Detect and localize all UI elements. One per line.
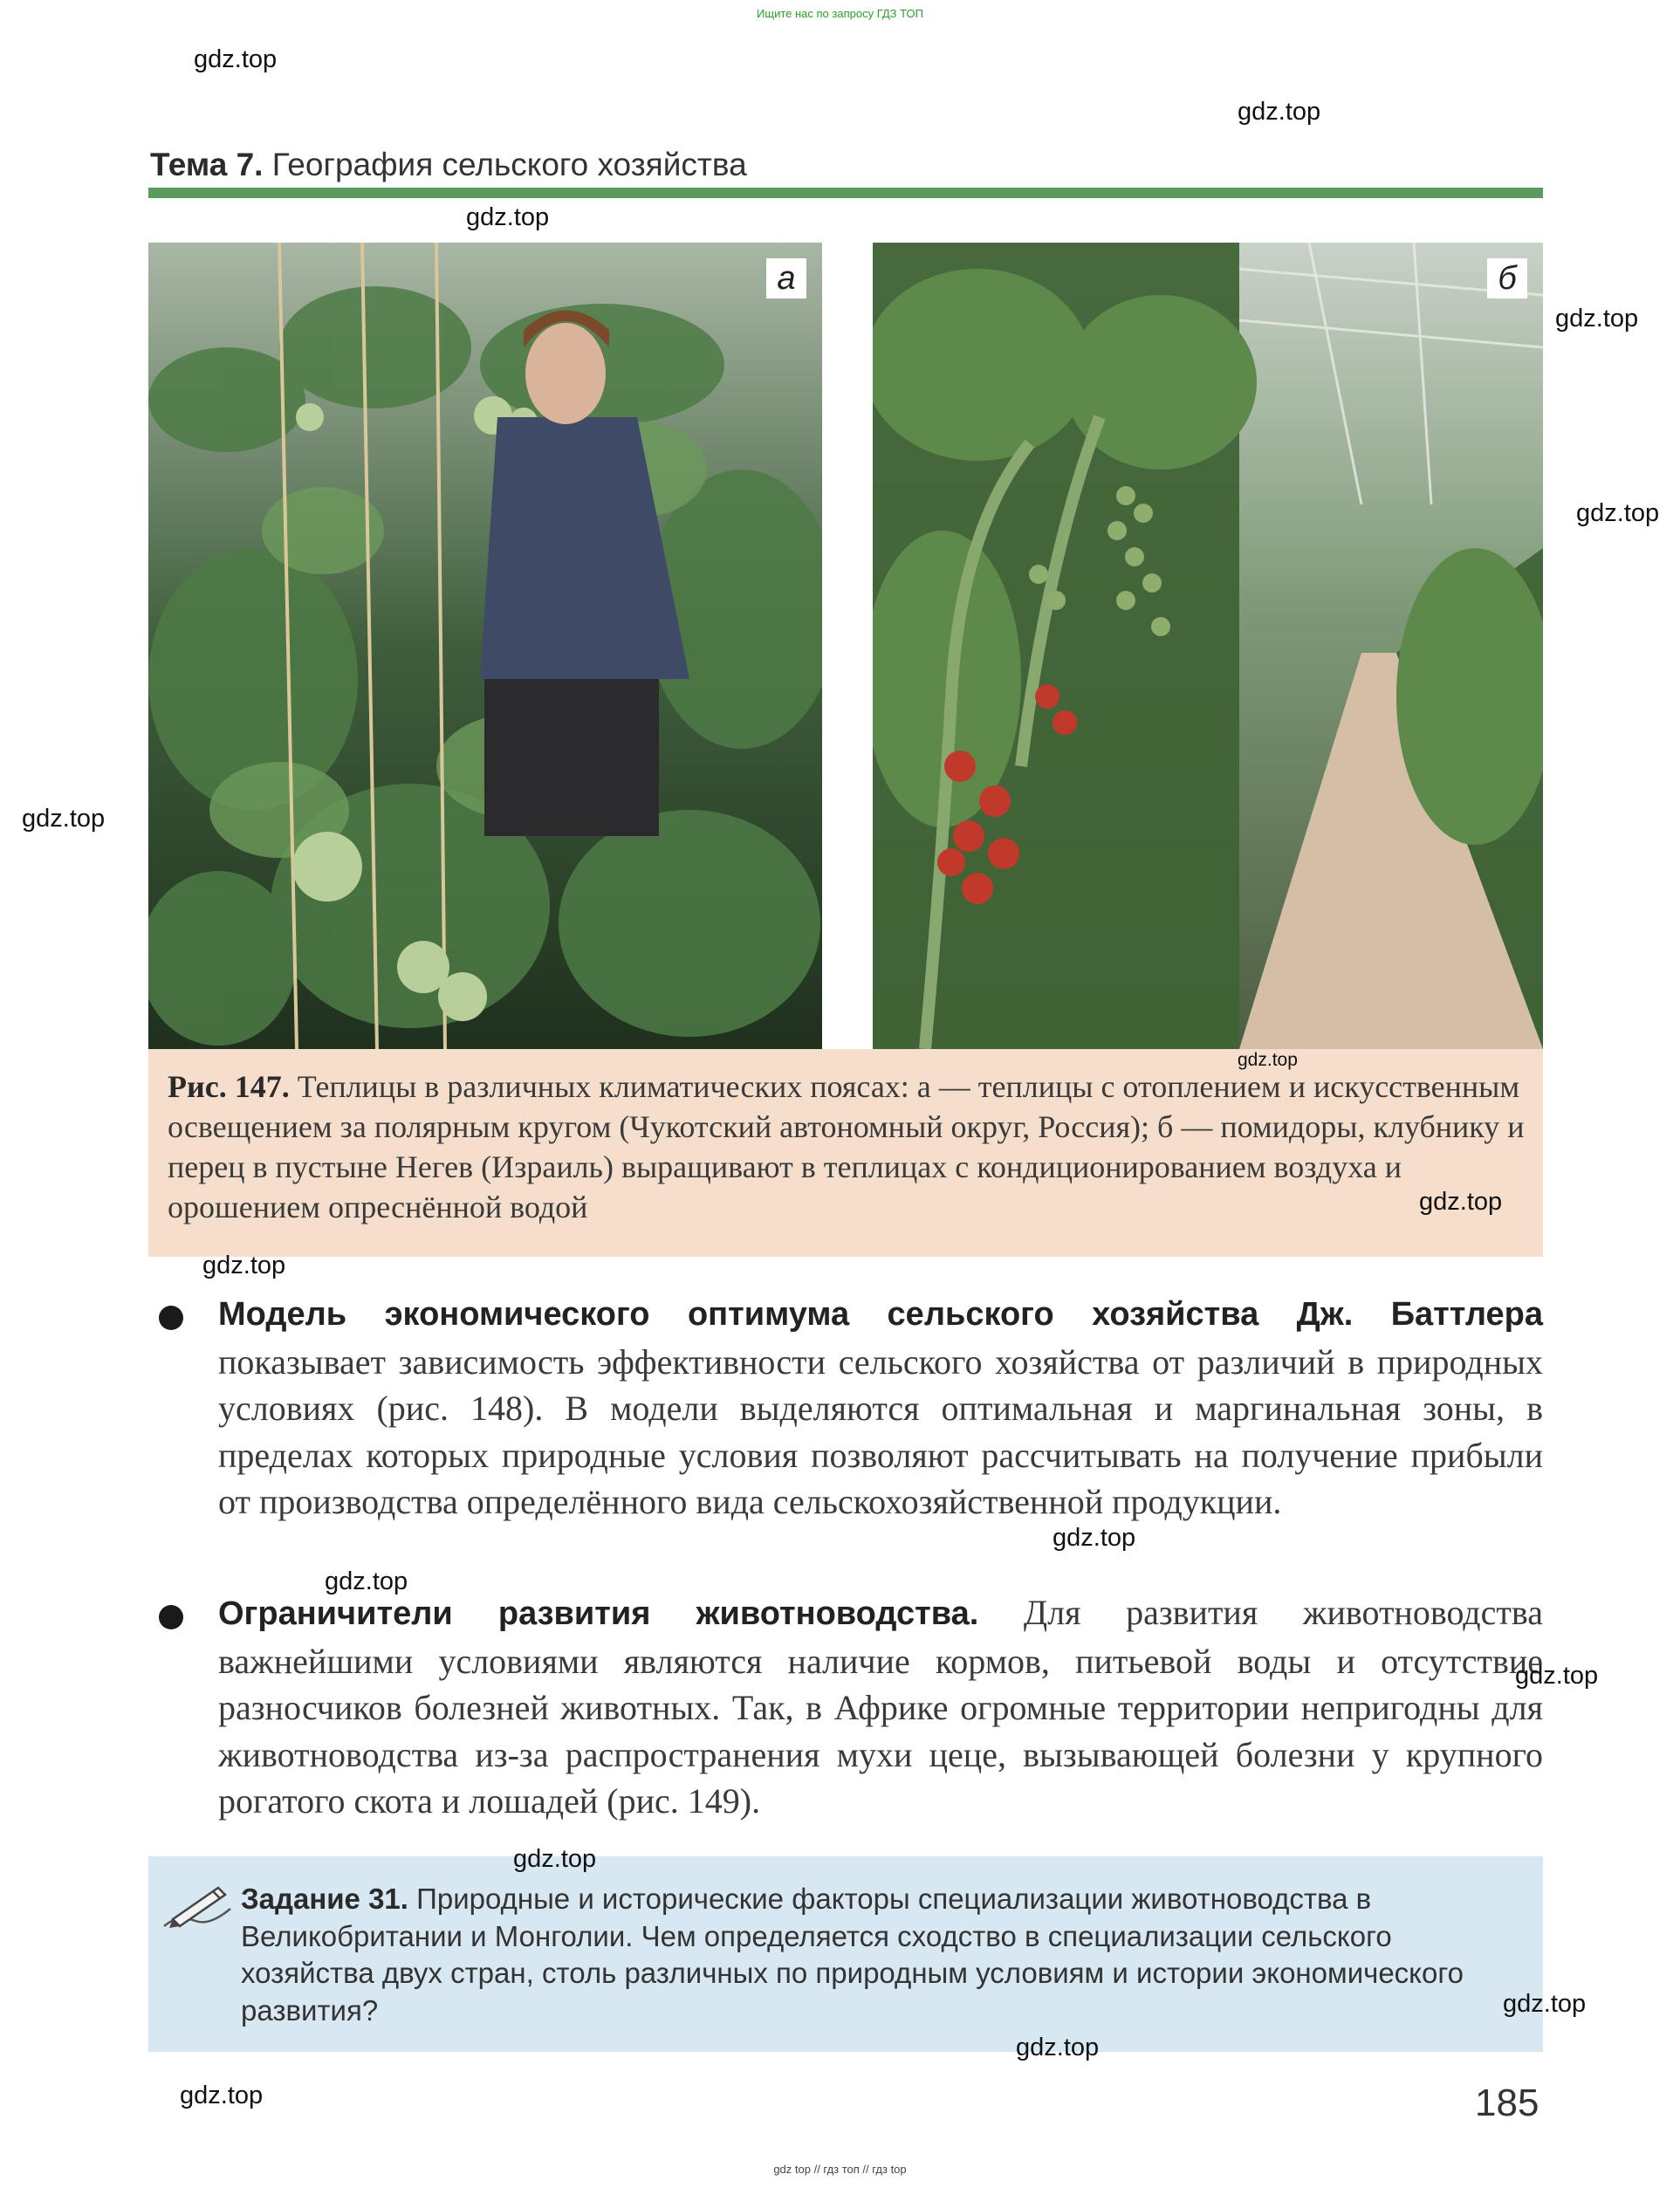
bullet-paragraph-livestock-limits — [218, 1589, 1543, 1825]
top-search-note: Ищите нас по запросу ГДЗ ТОП — [757, 7, 923, 20]
task-text: Природные и исторические факторы специализации животноводства в Великобритании и Монголии. Чем определяется сходство в специализации сельского хозяйства двух стран, столь различных по природным условиям и истории экономического развития? — [241, 1883, 1464, 2027]
bullet-text: Для развития животноводства важнейшими условиями являются наличие кормов, питьевой воды и отсутствие разносчиков болезней животных. Так, в Африке огромные территории непригодны для животноводства из-за распространения мухи цеце, вызывающей болезни у крупного рогатого скота и лошадей (рис. 149). — [218, 1593, 1543, 1821]
page-number: 185 — [1475, 2082, 1539, 2124]
watermark: gdz.top — [1503, 1990, 1587, 2018]
watermark: gdz.top — [513, 1845, 597, 1873]
watermark: gdz.top — [180, 2082, 264, 2109]
topic-label: Тема 7. — [150, 147, 264, 182]
bullet-title: Ограничители развития животноводства. — [218, 1595, 979, 1632]
caption-text: Теплицы в различных климатических поясах: а — теплицы с отоплением и искусственным освещением за полярным кругом (Чукотский автономный округ, Россия); б — помидоры, клубнику и перец в пустыне Негев (Израиль) выращивают в теплицах с кондиционированием воздуха и орошением опреснённой водой — [168, 1069, 1525, 1224]
bullet-marker — [159, 1605, 183, 1629]
photo-b-label: б — [1487, 258, 1527, 298]
task-box — [148, 1856, 1543, 2052]
photo-a-greenhouse-polar — [148, 243, 822, 1049]
pencil-icon — [161, 1883, 234, 1931]
watermark: gdz.top — [325, 1567, 408, 1595]
watermark: gdz.top — [1419, 1188, 1503, 1216]
bullet-text: показывает зависимость эффективности сельского хозяйства от различий в природных условиях (рис. 148). В модели выделяются оптимальная и маргинальная зоны, в пределах которых природные условия позволяют рассчитывать на получение прибыли от производства определённого вида сельскохозяйственной продукции. — [218, 1341, 1543, 1521]
watermark: gdz.top — [1576, 499, 1660, 527]
topic-title: География сельского хозяйства — [271, 147, 747, 182]
bullet-marker — [159, 1306, 183, 1330]
watermark: gdz.top — [194, 45, 278, 73]
watermark: gdz.top — [1555, 305, 1639, 333]
task-label: Задание 31. — [241, 1883, 408, 1915]
bullet-title: Модель экономического оптимума сельского хозяйства Дж. Баттлера — [218, 1296, 1543, 1333]
bottom-note: gdz top // гдз топ // гдз top — [773, 2163, 907, 2176]
watermark: gdz.top — [1053, 1524, 1136, 1552]
watermark: gdz.top — [1238, 98, 1321, 126]
watermark: gdz.top — [1515, 1662, 1599, 1690]
bullet-paragraph-butler-model — [218, 1290, 1543, 1526]
photo-a-label: а — [766, 258, 806, 298]
watermark: gdz.top — [22, 805, 106, 833]
header-rule — [148, 188, 1543, 198]
watermark: gdz.top — [1016, 2034, 1100, 2061]
caption-label: Рис. 147. — [168, 1069, 290, 1104]
figure-caption — [148, 1049, 1543, 1257]
photo-b-greenhouse-desert — [873, 243, 1543, 1049]
watermark: gdz.top — [466, 203, 550, 231]
watermark: gdz.top — [202, 1252, 286, 1279]
watermark: gdz.top — [1238, 1050, 1298, 1070]
page-header — [150, 147, 747, 183]
